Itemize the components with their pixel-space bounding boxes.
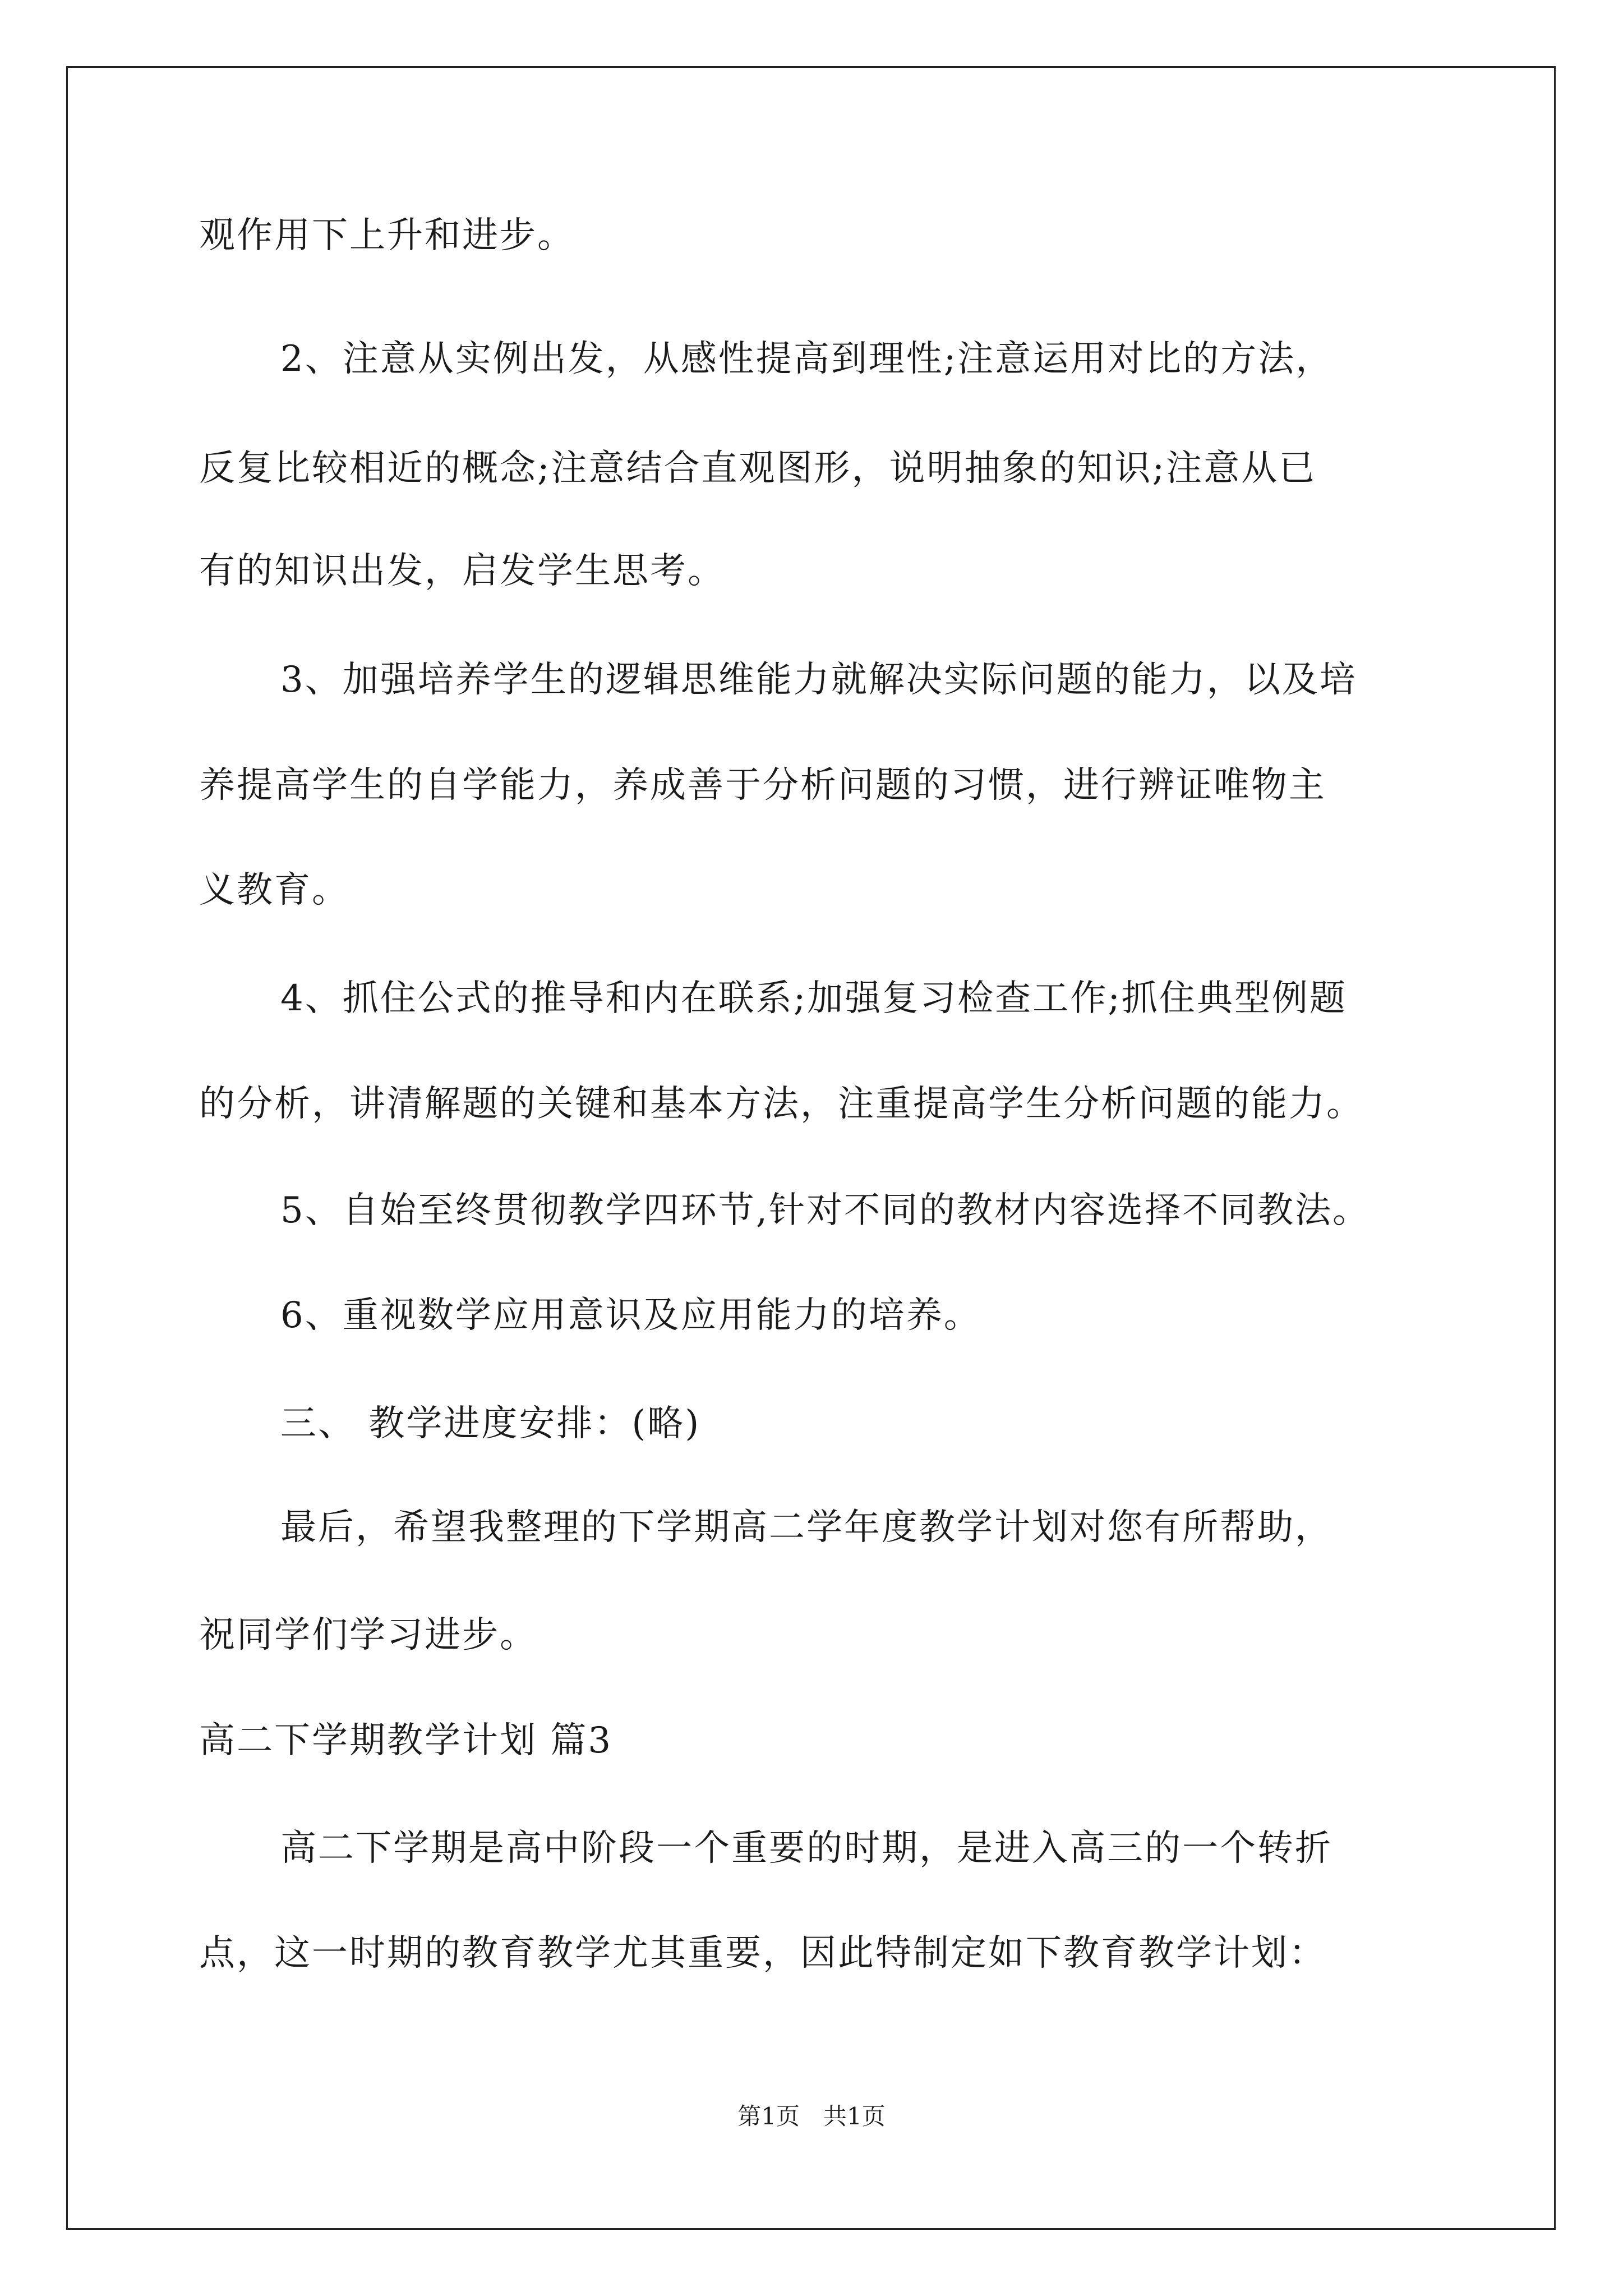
page-frame <box>66 66 1556 2230</box>
article-title: 高二下学期教学计划 篇3 <box>199 1720 613 1761</box>
text-line: 4、抓住公式的推导和内在联系;加强复习检查工作;抓住典型例题 <box>280 978 1347 1019</box>
text-line: 养提高学生的自学能力，养成善于分析问题的习惯，进行辨证唯物主 <box>199 765 1326 806</box>
text-line: 高二下学期是高中阶段一个重要的时期，是进入高三的一个转折 <box>280 1828 1332 1869</box>
section-heading: 三、 教学进度安排：(略) <box>280 1403 701 1444</box>
text-line: 6、重视数学应用意识及应用能力的培养。 <box>280 1295 981 1336</box>
text-line: 3、加强培养学生的逻辑思维能力就解决实际问题的能力，以及培 <box>280 659 1357 701</box>
text-line: 反复比较相近的概念;注意结合直观图形，说明抽象的知识;注意从已 <box>199 448 1317 489</box>
text-line: 5、自始至终贯彻教学四环节,针对不同的教材内容选择不同教法。 <box>280 1190 1371 1231</box>
text-line: 最后，希望我整理的下学期高二学年度教学计划对您有所帮助， <box>280 1507 1332 1548</box>
text-line: 有的知识出发，启发学生思考。 <box>199 550 725 592</box>
text-line: 2、注意从实例出发，从感性提高到理性;注意运用对比的方法， <box>280 338 1334 380</box>
text-line: 义教育。 <box>199 869 349 911</box>
text-line: 点，这一时期的教育教学尤其重要，因此特制定如下教育教学计划： <box>199 1932 1326 1974</box>
text-line: 的分析，讲清解题的关键和基本方法，注重提高学生分析问题的能力。 <box>199 1083 1364 1125</box>
text-line: 观作用下上升和进步。 <box>199 215 575 256</box>
page-footer: 第1页 共1页 <box>737 2102 886 2130</box>
text-line: 祝同学们学习进步。 <box>199 1614 537 1656</box>
